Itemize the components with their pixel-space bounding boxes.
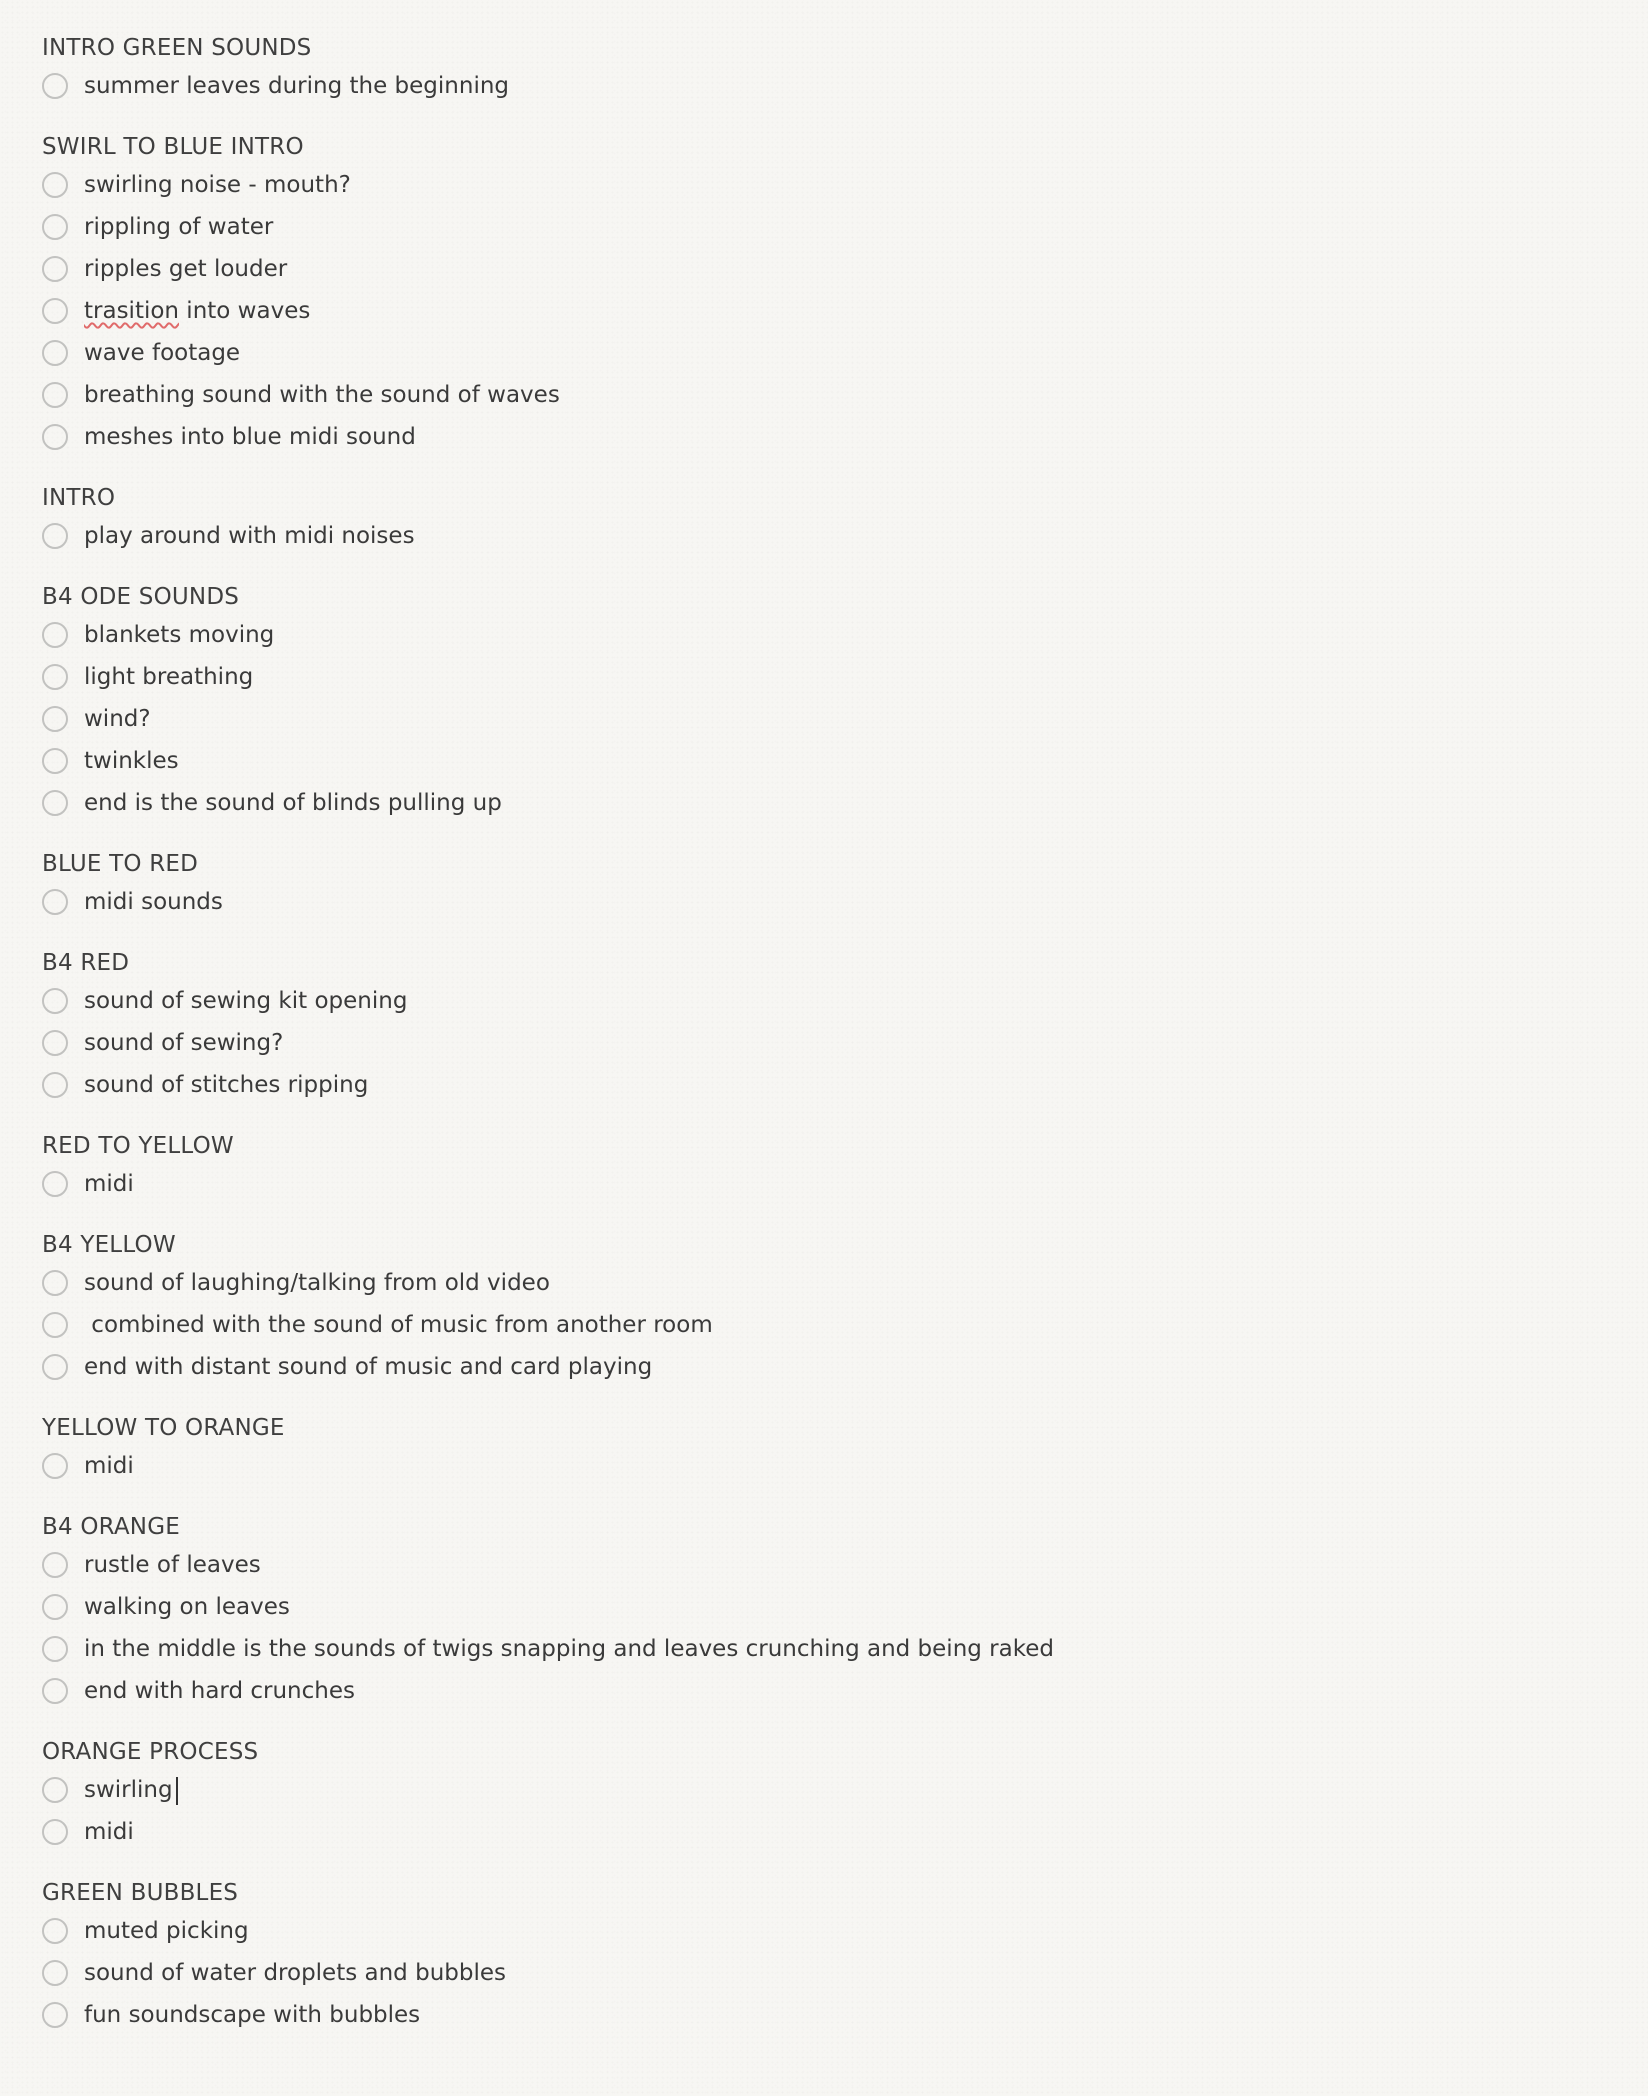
section-heading[interactable]: ORANGE PROCESS (42, 1739, 259, 1765)
checklist-item[interactable] (42, 1445, 1602, 1487)
checklist-section (42, 1413, 1602, 1487)
checklist-item[interactable] (42, 1346, 1602, 1388)
checklist-item[interactable] (42, 614, 1602, 656)
section-heading[interactable]: BLUE TO RED (42, 851, 199, 877)
checklist-item[interactable] (42, 1022, 1602, 1064)
checklist-section (42, 1878, 1602, 2036)
section-heading[interactable]: GREEN BUBBLES (42, 1880, 239, 1906)
checklist-note[interactable] (42, 33, 1602, 2061)
checkbox-circle-icon[interactable] (42, 1918, 68, 1944)
checkbox-circle-icon[interactable] (42, 340, 68, 366)
checklist-section (42, 1737, 1602, 1853)
checkbox-circle-icon[interactable] (42, 748, 68, 774)
section-heading[interactable]: INTRO GREEN SOUNDS (42, 35, 312, 61)
item-text-content: wave footage (84, 340, 241, 366)
checkbox-circle-icon[interactable] (42, 889, 68, 915)
checklist-section (42, 948, 1602, 1106)
checklist-item[interactable] (42, 1304, 1602, 1346)
checkbox-circle-icon[interactable] (42, 298, 68, 324)
checklist-item-text[interactable] (84, 1451, 134, 1481)
item-text-content: sound of sewing kit opening (84, 988, 408, 1014)
item-text-content: summer leaves during the beginning (84, 73, 510, 99)
checklist-section (42, 1512, 1602, 1712)
checklist-item[interactable] (42, 1262, 1602, 1304)
checkbox-circle-icon[interactable] (42, 214, 68, 240)
checkbox-circle-icon[interactable] (42, 523, 68, 549)
item-text-content: in the middle is the sounds of twigs snapping and leaves crunching and being raked (84, 1636, 1054, 1662)
checkbox-circle-icon[interactable] (42, 1594, 68, 1620)
section-heading[interactable]: YELLOW TO ORANGE (42, 1415, 285, 1441)
item-text-content: breathing sound with the sound of waves (84, 382, 560, 408)
checkbox-circle-icon[interactable] (42, 172, 68, 198)
checklist-section (42, 33, 1602, 107)
text-cursor (176, 1777, 178, 1805)
section-heading[interactable]: B4 ODE SOUNDS (42, 584, 240, 610)
checklist-item-text[interactable] (84, 521, 415, 551)
checklist-item-text[interactable] (84, 338, 240, 368)
checkbox-circle-icon[interactable] (42, 1312, 68, 1338)
section-heading[interactable]: RED TO YELLOW (42, 1133, 234, 1159)
checklist-item-text[interactable] (84, 380, 560, 410)
checkbox-circle-icon[interactable] (42, 1819, 68, 1845)
item-text-content: twinkles (84, 748, 179, 774)
checklist-item-text[interactable] (84, 986, 407, 1016)
item-text-content: end is the sound of blinds pulling up (84, 790, 502, 816)
checklist-item-text[interactable] (84, 1676, 355, 1706)
section-heading[interactable]: INTRO (42, 485, 116, 511)
checklist-item-text[interactable] (84, 1775, 178, 1805)
section-heading[interactable]: B4 RED (42, 950, 130, 976)
checklist-item[interactable] (42, 206, 1602, 248)
checklist-item[interactable] (42, 1994, 1602, 2036)
checklist-item-text[interactable] (84, 1916, 249, 1946)
item-text-content: blankets moving (84, 622, 275, 648)
checklist-item[interactable] (42, 290, 1602, 332)
checkbox-circle-icon[interactable] (42, 1354, 68, 1380)
checklist-item-text[interactable] (84, 2000, 420, 2030)
checklist-item[interactable] (42, 980, 1602, 1022)
checklist-item[interactable] (42, 1952, 1602, 1994)
checklist-section (42, 849, 1602, 923)
item-text-content: meshes into blue midi sound (84, 424, 416, 450)
item-text-content: midi (84, 1171, 134, 1197)
checkbox-circle-icon[interactable] (42, 1678, 68, 1704)
section-heading[interactable]: SWIRL TO BLUE INTRO (42, 134, 304, 160)
checklist-item[interactable] (42, 515, 1602, 557)
checkbox-circle-icon[interactable] (42, 256, 68, 282)
checklist-item[interactable] (42, 332, 1602, 374)
item-text-content: sound of sewing? (84, 1030, 284, 1056)
checklist-item[interactable] (42, 1670, 1602, 1712)
item-text-content: light breathing (84, 664, 254, 690)
checklist-item-text[interactable] (84, 662, 253, 692)
checklist-item[interactable] (42, 782, 1602, 824)
checkbox-circle-icon[interactable] (42, 1030, 68, 1056)
checklist-section (42, 483, 1602, 557)
checkbox-circle-icon[interactable] (42, 424, 68, 450)
checklist-item[interactable] (42, 698, 1602, 740)
checklist-item[interactable] (42, 248, 1602, 290)
item-text-content: sound of water droplets and bubbles (84, 1960, 506, 1986)
checklist-item[interactable] (42, 656, 1602, 698)
item-text-content: muted picking (84, 1918, 249, 1944)
checkbox-circle-icon[interactable] (42, 1777, 68, 1803)
checklist-item-text[interactable] (84, 1352, 652, 1382)
item-text-content: combined with the sound of music from another room (84, 1312, 713, 1338)
checklist-item[interactable] (42, 1064, 1602, 1106)
checklist-item-text[interactable] (84, 1310, 713, 1340)
checklist-item-text[interactable] (84, 746, 179, 776)
item-text-content: sound of stitches ripping (84, 1072, 369, 1098)
checklist-item-text[interactable] (84, 1550, 261, 1580)
checkbox-circle-icon[interactable] (42, 988, 68, 1014)
item-text-content: rustle of leaves (84, 1552, 261, 1578)
item-text-content: swirling (84, 1777, 173, 1803)
checklist-item-text[interactable] (84, 1070, 368, 1100)
checklist-item[interactable] (42, 164, 1602, 206)
checklist-item-text[interactable] (84, 422, 416, 452)
checkbox-circle-icon[interactable] (42, 664, 68, 690)
checkbox-circle-icon[interactable] (42, 1171, 68, 1197)
item-text-content: swirling noise - mouth? (84, 172, 351, 198)
item-text-content: rippling of water (84, 214, 274, 240)
checklist-item[interactable] (42, 1628, 1602, 1670)
checkbox-circle-icon[interactable] (42, 1072, 68, 1098)
item-text-content: ripples get louder (84, 256, 288, 282)
checklist-item-text[interactable] (84, 620, 274, 650)
checklist-item[interactable] (42, 65, 1602, 107)
item-text-content: fun soundscape with bubbles (84, 2002, 421, 2028)
checklist-item[interactable] (42, 374, 1602, 416)
checklist-item[interactable] (42, 1769, 1602, 1811)
checklist-item-text[interactable] (84, 254, 287, 284)
checkbox-circle-icon[interactable] (42, 790, 68, 816)
checklist-item[interactable] (42, 740, 1602, 782)
item-text-content: wind? (84, 706, 151, 732)
checklist-section (42, 132, 1602, 458)
item-text-content: midi (84, 1819, 134, 1845)
checkbox-circle-icon[interactable] (42, 1960, 68, 1986)
checklist-section (42, 1230, 1602, 1388)
item-text-content: play around with midi noises (84, 523, 415, 549)
checkbox-circle-icon[interactable] (42, 1453, 68, 1479)
checkbox-circle-icon[interactable] (42, 1270, 68, 1296)
checkbox-circle-icon[interactable] (42, 622, 68, 648)
item-text-content: midi sounds (84, 889, 223, 915)
checklist-item[interactable] (42, 1163, 1602, 1205)
checklist-item[interactable] (42, 416, 1602, 458)
checklist-item-text[interactable] (84, 1268, 550, 1298)
item-text-content: sound of laughing/talking from old video (84, 1270, 550, 1296)
checklist-section (42, 582, 1602, 824)
checklist-item-text[interactable] (84, 887, 223, 917)
item-text-content: midi (84, 1453, 134, 1479)
checklist-item-text[interactable] (84, 788, 502, 818)
checkbox-circle-icon[interactable] (42, 382, 68, 408)
checklist-item[interactable] (42, 1544, 1602, 1586)
item-text-content: end with distant sound of music and card playing (84, 1354, 653, 1380)
checklist-item[interactable] (42, 1586, 1602, 1628)
checklist-item-text[interactable] (84, 1817, 134, 1847)
checklist-item-text[interactable] (84, 296, 310, 326)
section-heading[interactable]: B4 YELLOW (42, 1232, 176, 1258)
checklist-item-text[interactable] (84, 704, 151, 734)
checklist-item-text[interactable] (84, 1634, 1054, 1664)
checkbox-circle-icon[interactable] (42, 2002, 68, 2028)
checklist-item[interactable] (42, 881, 1602, 923)
checklist-item-text[interactable] (84, 71, 509, 101)
checklist-item-text[interactable] (84, 212, 273, 242)
item-text-rest: into waves (179, 298, 311, 324)
checklist-item-text[interactable] (84, 1028, 283, 1058)
checklist-item-text[interactable] (84, 170, 351, 200)
misspelled-word[interactable]: trasition (84, 298, 179, 324)
checklist-item-text[interactable] (84, 1592, 290, 1622)
item-text-content: walking on leaves (84, 1594, 290, 1620)
checkbox-circle-icon[interactable] (42, 1552, 68, 1578)
checklist-item[interactable] (42, 1910, 1602, 1952)
checklist-item-text[interactable] (84, 1958, 506, 1988)
section-heading[interactable]: B4 ORANGE (42, 1514, 180, 1540)
checkbox-circle-icon[interactable] (42, 1636, 68, 1662)
checklist-section (42, 1131, 1602, 1205)
checklist-item-text[interactable] (84, 1169, 134, 1199)
checklist-item[interactable] (42, 1811, 1602, 1853)
checkbox-circle-icon[interactable] (42, 706, 68, 732)
checkbox-circle-icon[interactable] (42, 73, 68, 99)
item-text-content: end with hard crunches (84, 1678, 355, 1704)
